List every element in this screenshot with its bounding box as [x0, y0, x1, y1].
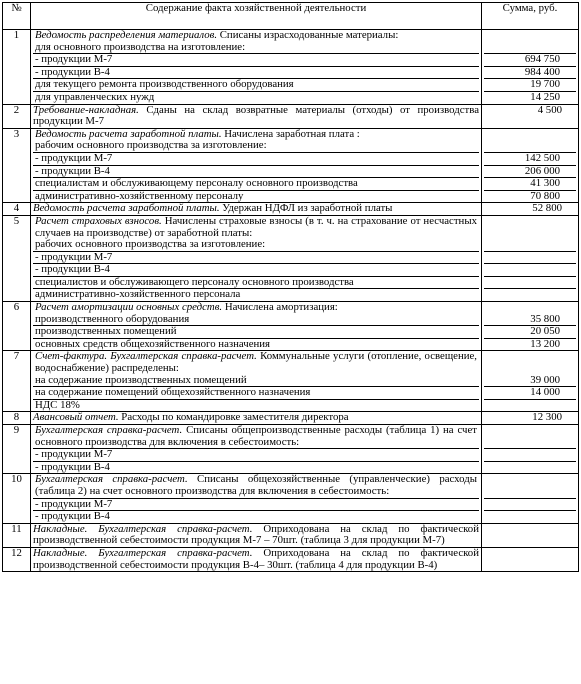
- item-amount: [484, 499, 576, 512]
- item-amount: 13 200: [530, 337, 560, 350]
- item-amount: 984 400: [484, 67, 576, 80]
- table-row: [3, 30, 579, 105]
- item-line: - продукции В-4: [35, 460, 110, 473]
- item-amount: [484, 462, 576, 474]
- table-row: [3, 351, 579, 412]
- document-name: Счет-фактура. Бухгалтерская справка-расчет.: [35, 350, 257, 363]
- document-name: Требование-накладная.: [33, 103, 139, 116]
- item-amount: [484, 511, 576, 523]
- item-line: - продукции М-7: [33, 499, 479, 512]
- lead-amount: [484, 302, 576, 326]
- lead-text: Списаны общехозяйственные (управленческие) расходы (таблица 2) на счет основного производства для включения в себестоимость:: [35, 473, 477, 497]
- header-number: №: [3, 3, 31, 30]
- row-lead: [33, 474, 479, 498]
- row-text: Удержан НДФЛ из заработной платы: [219, 202, 393, 215]
- lead-amount: [484, 425, 576, 449]
- item-amount: [484, 264, 576, 277]
- item-amount: [484, 400, 576, 412]
- item-line: для текущего ремонта производственного оборудования: [33, 79, 479, 92]
- table-row: [3, 412, 579, 425]
- item-line: - продукции В-4: [33, 264, 479, 277]
- row-number: 5: [3, 215, 31, 301]
- row-content: [31, 547, 482, 571]
- table-row: [3, 547, 579, 571]
- row-number: 11: [3, 523, 31, 547]
- table-body: [3, 30, 579, 572]
- row-content: [31, 215, 482, 301]
- table-row: [3, 203, 579, 216]
- lead-amount: [484, 129, 576, 153]
- item-amount: 41 300: [484, 178, 576, 191]
- row-lead: [33, 30, 479, 54]
- row-amount: [482, 412, 579, 425]
- business-transactions-table: [2, 2, 579, 572]
- lead-amount: [484, 30, 576, 54]
- lead-text: рабочих основного производства за изготовление:: [35, 238, 266, 251]
- row-number: 4: [3, 203, 31, 216]
- item-amount: 206 000: [484, 166, 576, 179]
- item-line: административно-хозяйственного персонала: [35, 288, 241, 301]
- item-line: на содержание помещений общехозяйственного назначения: [33, 387, 479, 400]
- document-name: Расчет амортизации основных средств.: [35, 301, 223, 314]
- item-line: специалистов и обслуживающего персоналу основного производства: [33, 277, 479, 290]
- item-line: НДС 18%: [35, 398, 80, 411]
- document-name: Ведомость расчета заработной платы.: [33, 202, 220, 215]
- item-line: производственных помещений: [33, 326, 479, 339]
- amount-value: 39 000: [530, 373, 560, 386]
- lead-text: рабочим основного производства за изготовление:: [35, 139, 267, 152]
- row-content: [31, 351, 482, 412]
- row-amount: [482, 547, 579, 571]
- table-row: [3, 104, 579, 128]
- item-amount: 142 500: [484, 153, 576, 166]
- row-amount: [482, 30, 579, 105]
- item-line: - продукции В-4: [35, 510, 110, 523]
- table-row: [3, 474, 579, 523]
- row-number: 9: [3, 425, 31, 474]
- item-amount: 14 250: [530, 90, 560, 103]
- lead-text: для основного производства на изготовление:: [35, 40, 246, 53]
- row-amount: [482, 474, 579, 523]
- row-text: Расходы по командировке заместителя директора: [118, 411, 349, 424]
- row-amount: [482, 523, 579, 547]
- item-amount: [484, 449, 576, 462]
- item-line: - продукции В-4: [33, 166, 479, 179]
- row-amount: [482, 302, 579, 351]
- row-number: 6: [3, 302, 31, 351]
- item-amount: 19 700: [484, 79, 576, 92]
- row-lead: [33, 216, 479, 252]
- table-row: [3, 302, 579, 351]
- item-line: административно-хозяйственному персоналу: [35, 189, 244, 202]
- row-number: 1: [3, 30, 31, 105]
- item-line: основных средств общехозяйственного назначения: [35, 337, 271, 350]
- row-lead: [33, 129, 479, 153]
- item-line: специалистам и обслуживающему персоналу основного производства: [33, 178, 479, 191]
- row-content: [31, 128, 482, 203]
- row-content: [31, 425, 482, 474]
- row-number: 10: [3, 474, 31, 523]
- document-name: Авансовый отчет.: [33, 411, 119, 424]
- amount-value: 35 800: [530, 312, 560, 325]
- row-number: 12: [3, 547, 31, 571]
- item-line: - продукции В-4: [33, 67, 479, 80]
- row-amount: [482, 104, 579, 128]
- item-amount: [484, 277, 576, 290]
- row-content: [31, 203, 482, 216]
- header-sum: Сумма, руб.: [482, 3, 579, 30]
- row-content: [31, 523, 482, 547]
- lead-text: на содержание производственных помещений: [35, 373, 247, 386]
- row-content: [31, 474, 482, 523]
- row-number: 8: [3, 412, 31, 425]
- row-text: Сданы на склад возвратные материалы (отходы) от производства продукции М-7: [33, 103, 479, 128]
- item-amount: 70 800: [530, 189, 560, 202]
- document-name: Бухгалтерская справка-расчет.: [35, 473, 188, 486]
- document-name: Бухгалтерская справка-расчет.: [35, 424, 183, 436]
- amount-value: 12 300: [532, 411, 562, 424]
- lead-text: производственного оборудования: [35, 312, 190, 325]
- lead-text: Начислена амортизация:: [222, 301, 338, 314]
- lead-text: Начислена заработная плата :: [221, 127, 360, 140]
- row-lead: [33, 302, 479, 326]
- lead-text: Списаны общепроизводственные расходы (таблица 1) на счет основного производства для включения в себестоимость:: [35, 424, 477, 448]
- amount-value: 52 800: [532, 202, 562, 215]
- row-number: 7: [3, 351, 31, 412]
- lead-text: Списаны израсходованные материалы:: [217, 29, 399, 41]
- row-lead: [33, 351, 479, 387]
- table-row: [3, 523, 579, 547]
- row-amount: [482, 215, 579, 301]
- row-amount: [482, 128, 579, 203]
- document-name: Расчет страховых взносов.: [35, 214, 162, 227]
- row-amount: [482, 203, 579, 216]
- item-line: для управленческих нужд: [35, 90, 155, 103]
- lead-amount: [484, 351, 576, 387]
- table-row: [3, 425, 579, 474]
- row-number: 3: [3, 128, 31, 203]
- document-name: Накладные. Бухгалтерская справка-расчет.: [33, 546, 253, 559]
- row-text: Оприходована на склад по фактической производственной себестоимости продукция М-7 – 70шт. (таблица 3 для продукции М-7): [33, 522, 479, 547]
- item-amount: [484, 289, 576, 301]
- row-amount: [482, 425, 579, 474]
- document-name: Накладные. Бухгалтерская справка-расчет.: [33, 522, 253, 535]
- item-amount: 14 000: [484, 387, 576, 400]
- item-amount: [484, 252, 576, 265]
- lead-amount: [484, 216, 576, 252]
- item-line: - продукции М-7: [33, 153, 479, 166]
- item-amount: 20 050: [484, 326, 576, 339]
- table-header-row: [3, 3, 579, 30]
- row-content: [31, 104, 482, 128]
- row-amount: [482, 351, 579, 412]
- lead-amount: [484, 474, 576, 498]
- amount-value: 4 500: [537, 103, 562, 116]
- row-lead: [33, 425, 479, 449]
- row-number: 2: [3, 104, 31, 128]
- item-amount: 694 750: [484, 54, 576, 67]
- item-line: - продукции М-7: [33, 449, 479, 462]
- row-content: [31, 412, 482, 425]
- document-name: Ведомость распределения материалов.: [35, 29, 218, 41]
- table-row: [3, 128, 579, 203]
- table-row: [3, 215, 579, 301]
- row-text: Оприходована на склад по фактической производственной себестоимости продукция В-4– 30шт. (таблица 4 для продукции В-4): [33, 546, 479, 571]
- row-content: [31, 30, 482, 105]
- item-line: - продукции М-7: [33, 54, 479, 67]
- lead-text: Начислены страховые взносы (в т. ч. на страхование от несчастных случаев на производстве) от заработной платы:: [35, 214, 477, 239]
- lead-text: Коммунальные услуги (отопление, освещение, водоснабжение) распределены:: [35, 350, 477, 375]
- header-content: Содержание факта хозяйственной деятельности: [31, 3, 482, 30]
- item-line: - продукции М-7: [33, 252, 479, 265]
- row-content: [31, 302, 482, 351]
- document-name: Ведомость расчета заработной платы.: [35, 127, 222, 140]
